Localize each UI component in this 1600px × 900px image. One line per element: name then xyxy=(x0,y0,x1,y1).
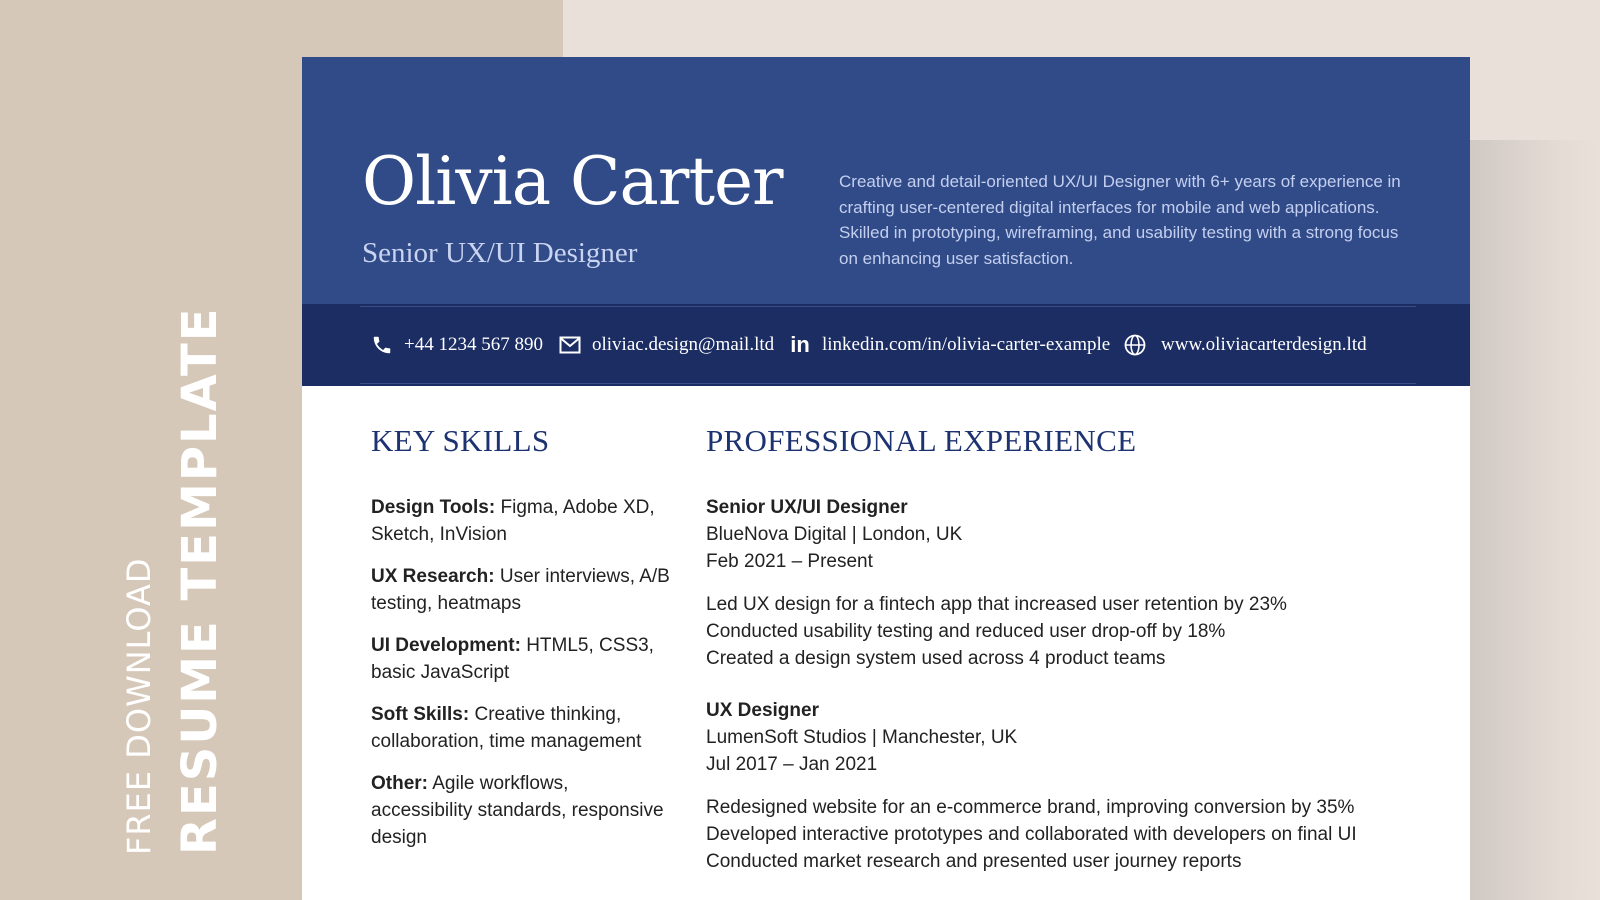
job-dates: Jul 2017 – Jan 2021 xyxy=(706,754,878,775)
achievement-line: Led UX design for a fintech app that increased user retention by 23% xyxy=(706,594,1287,615)
skills-heading: KEY SKILLS xyxy=(371,423,550,458)
skill-label: Other: xyxy=(371,773,428,794)
skills-list xyxy=(371,494,671,866)
job-entry xyxy=(706,494,1426,672)
phone-text: +44 1234 567 890 xyxy=(404,334,543,355)
skill-item xyxy=(371,494,671,548)
achievement-line: Redesigned website for an e-commerce brand, improving conversion by 35% xyxy=(706,797,1355,818)
achievement-line: Created a design system used across 4 product teams xyxy=(706,648,1166,669)
candidate-name: Olivia Carter xyxy=(362,143,783,220)
achievement-line: Developed interactive prototypes and collaborated with developers on final UI xyxy=(706,824,1357,845)
contact-website[interactable] xyxy=(1123,304,1367,386)
skill-item xyxy=(371,701,671,755)
skill-text: Creative thinking, collaboration, time management xyxy=(371,704,642,752)
achievement-line: Conducted usability testing and reduced user drop-off by 18% xyxy=(706,621,1226,642)
contact-phone[interactable] xyxy=(370,304,543,386)
phone-icon xyxy=(370,333,394,357)
globe-icon xyxy=(1123,333,1147,357)
skill-item xyxy=(371,563,671,617)
mail-icon xyxy=(558,333,582,357)
skill-text: HTML5, CSS3, basic JavaScript xyxy=(371,635,654,683)
job-title: UX Designer xyxy=(706,700,819,721)
paper-shadow xyxy=(1470,140,1600,900)
contact-linkedin[interactable] xyxy=(788,304,1110,386)
banner-resume-template: RESUME TEMPLATE xyxy=(172,306,228,855)
skill-label: UX Research: xyxy=(371,566,495,587)
achievement-line: Conducted market research and presented user journey reports xyxy=(706,851,1242,872)
job-achievements xyxy=(706,794,1426,875)
job-company: LumenSoft Studios | Manchester, UK xyxy=(706,727,1018,748)
skill-text: Figma, Adobe XD, Sketch, InVision xyxy=(371,497,655,545)
skill-item xyxy=(371,770,671,851)
profile-summary: Creative and detail-oriented UX/UI Designer with 6+ years of experience in crafting user-centered digital interfaces for mobile and web applications. Skilled in prototyping, wireframing, and usability testing with a strong focus on enhancing user satisfaction. xyxy=(839,172,1401,268)
skill-text: User interviews, A/B testing, heatmaps xyxy=(371,566,670,614)
website-text: www.oliviacarterdesign.ltd xyxy=(1161,334,1367,355)
experience-list xyxy=(706,494,1426,875)
resume-header xyxy=(302,57,1470,304)
skill-label: UI Development: xyxy=(371,635,521,656)
banner-free-download: FREE DOWNLOAD xyxy=(120,557,158,855)
experience-heading: PROFESSIONAL EXPERIENCE xyxy=(706,423,1137,458)
skill-text: Agile workflows, accessibility standards, responsive design xyxy=(371,773,664,848)
email-text: oliviac.design@mail.ltd xyxy=(592,334,775,355)
linkedin-text: linkedin.com/in/olivia-carter-example xyxy=(822,334,1111,355)
linkedin-icon: in xyxy=(790,332,810,357)
skill-item xyxy=(371,632,671,686)
contact-bar xyxy=(302,304,1470,386)
job-achievements xyxy=(706,591,1426,672)
job-company: BlueNova Digital | London, UK xyxy=(706,524,963,545)
candidate-role: Senior UX/UI Designer xyxy=(362,237,638,269)
job-title: Senior UX/UI Designer xyxy=(706,497,908,518)
contact-email[interactable] xyxy=(558,304,774,386)
skill-label: Soft Skills: xyxy=(371,704,470,725)
resume-page xyxy=(302,57,1470,900)
skill-label: Design Tools: xyxy=(371,497,496,518)
job-entry xyxy=(706,697,1426,875)
job-dates: Feb 2021 – Present xyxy=(706,551,873,572)
